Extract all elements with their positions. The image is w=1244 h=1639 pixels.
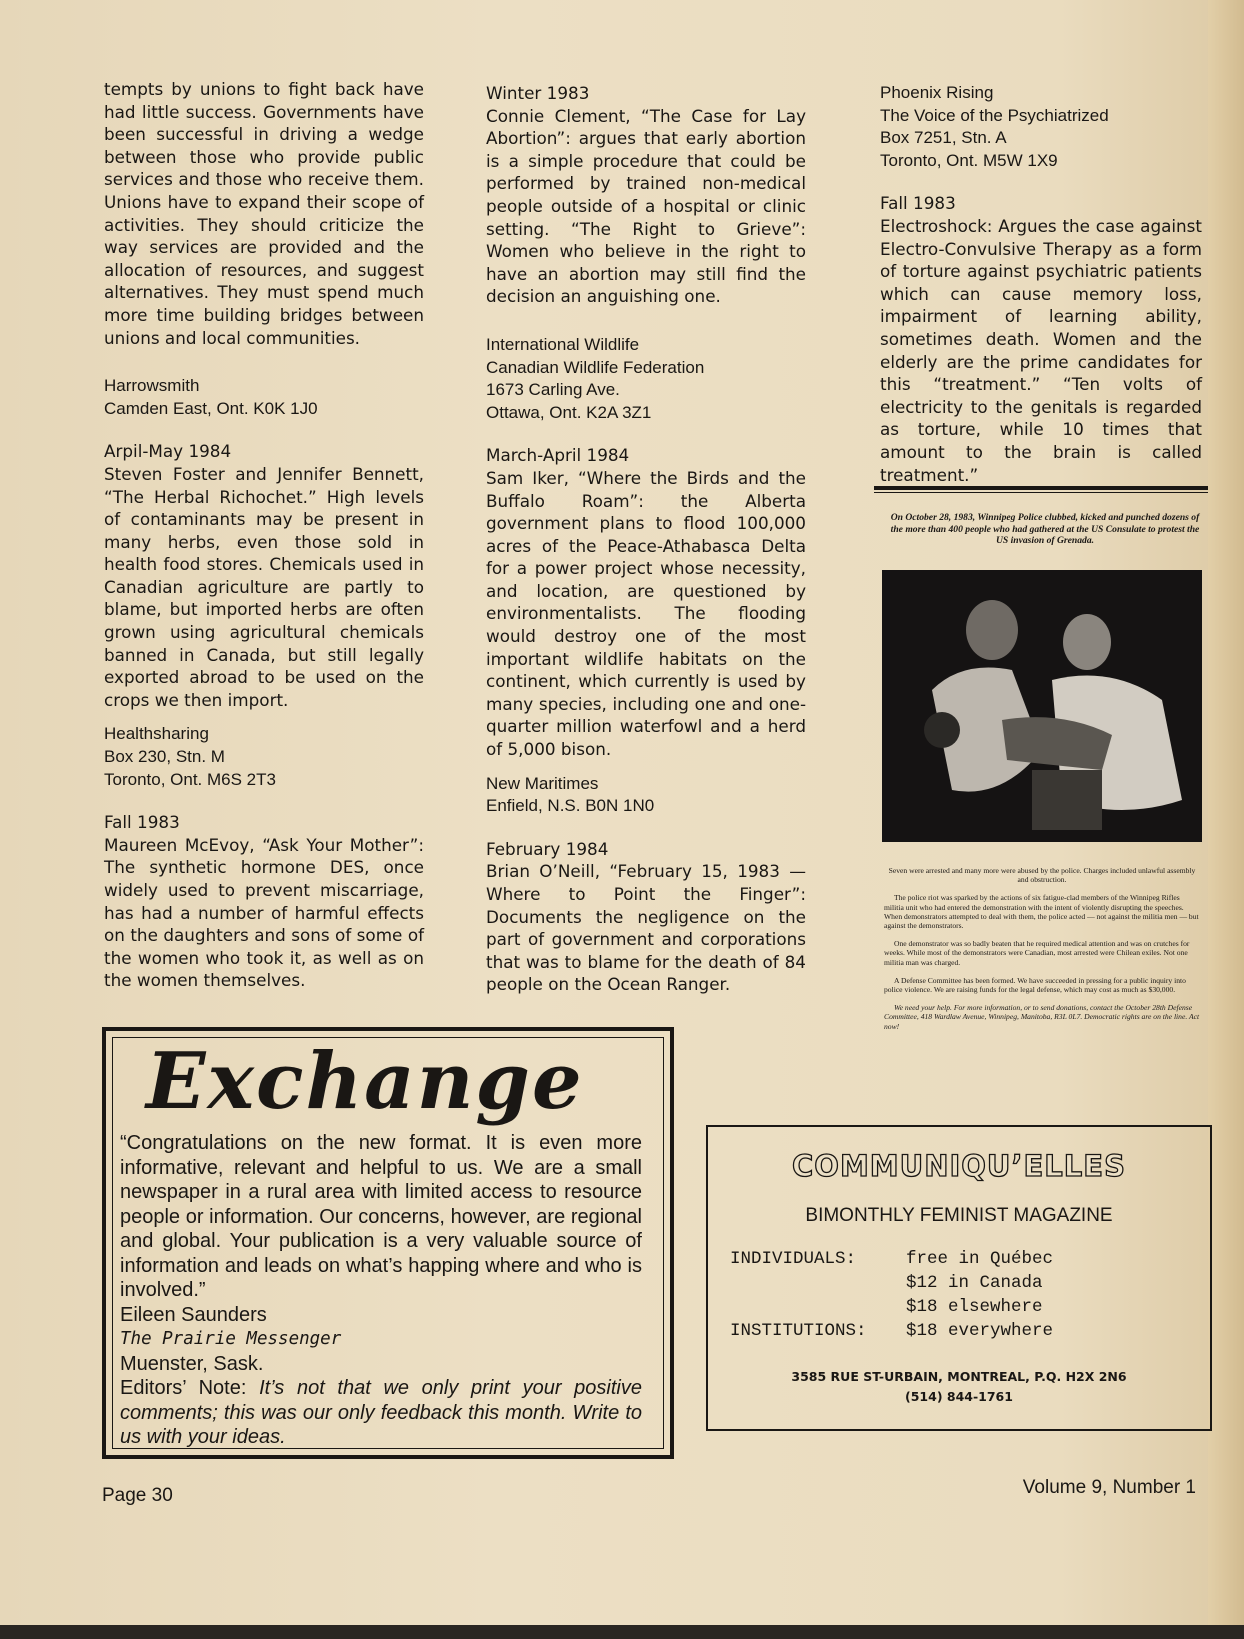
institutions-price: $18 everywhere <box>906 1321 1054 1341</box>
grenada-caption: On October 28, 1983, Winnipeg Police clubbed, kicked and punched dozens of the more than 400 people who had gathered at the US Consulate to protest the US invasion of Grenada. <box>890 512 1200 546</box>
protest-photo <box>882 570 1202 842</box>
harrowsmith-text: Steven Foster and Jennifer Bennett, “The Herbal Richochet.” High levels of contaminants may be present in many herbs, even those sold in health food stores. Chemicals used in Canadian agriculture are partly to blame, but imported herbs are often grown using agricultural chemicals banned in Canada, but still legally exported abroad to be used on the crops we then import. <box>104 463 424 710</box>
volume-number: Volume 9, Number 1 <box>1022 1477 1196 1498</box>
page-fold-shadow <box>1208 0 1244 1639</box>
section-divider <box>874 486 1208 490</box>
individuals-label: INDIVIDUALS: <box>730 1249 857 1269</box>
harrowsmith-address: Camden East, Ont. K0K 1J0 <box>104 398 318 418</box>
grenada-note-5: We need your help. For more information, or to send donations, contact the October 28th Defense Committee, 418 Wardlaw Avenue, Winnipeg, Manitoba, R3L 0L7. Democratic rights are on the line. Act now! <box>884 1003 1200 1031</box>
exchange-title: Exchange <box>146 1036 584 1127</box>
exchange-quote: “Congratulations on the new format. It is even more informative, relevant and helpful to us. We are a small newspaper in a rural area with limited access to resource people or information. Our concerns, however, are regional and global. Your publication is a very valuable source of information and leads on what’s happing where and who is involved.” <box>120 1132 642 1301</box>
intl-wildlife-street: 1673 Carling Ave. <box>486 380 620 400</box>
new-maritimes-text: Brian O’Neill, “February 15, 1983 — Where to Point the Finger”: Documents the negligence on the part of government and corporations that was to blame for the death of 84 people on the Ocean Ranger. <box>486 861 806 995</box>
section-divider-thin <box>874 492 1208 493</box>
healthsharing-box: Box 230, Stn. M <box>104 747 225 767</box>
exchange-place: Muenster, Sask. <box>120 1352 264 1375</box>
exchange-author: Eileen Saunders <box>120 1303 267 1326</box>
grenada-note-2: The police riot was sparked by the actions of six fatigue-clad members of the Winnipeg Rifles militia unit who had entered the demonstration with the intent of violently disrupting the speeches. When demonstrators attempted to deal with them, the police acted — not against the militia men — but against the demonstrators. <box>884 893 1199 931</box>
new-maritimes-date: February 1984 <box>486 838 609 859</box>
individuals-price-2: $12 in Canada <box>906 1273 1043 1293</box>
editors-note-text: It’s not that we only print your positive comments; this was our only feedback this month. Write to us with your ideas. <box>120 1377 642 1448</box>
communiquelles-phone: (514) 844-1761 <box>905 1389 1013 1404</box>
intl-wildlife-address: Ottawa, Ont. K2A 3Z1 <box>486 402 652 422</box>
phoenix-rising-subtitle: The Voice of the Psychiatrized <box>880 105 1109 125</box>
column-middle <box>486 82 806 996</box>
winter-date: Winter 1983 <box>486 83 590 103</box>
healthsharing-text: Maureen McEvoy, “Ask Your Mother”: The synthetic hormone DES, once widely used to prevent miscarriage, has had a number of harmful effects on the daughters and sons of some of the women who took it, as well as on the women themselves. <box>104 834 424 991</box>
editors-note <box>120 1376 642 1450</box>
winter-text: Connie Clement, “The Case for Lay Abortion”: argues that early abortion is a simple procedure that could be performed by trained non-medical people outside of a hospital or clinic setting. “The Right to Grieve”: Women who believe in the right to have an abortion may still find the decision an anguishing one. <box>486 105 806 307</box>
exchange-content <box>120 1131 642 1450</box>
grenada-note-1: Seven were arrested and many more were abused by the police. Charges included unlawful assembly and obstruction. <box>888 866 1196 885</box>
intl-wildlife-name: International Wildlife <box>486 334 640 354</box>
grenada-notes <box>884 866 1200 1040</box>
new-maritimes-name: New Maritimes <box>486 773 599 793</box>
intl-wildlife-date: March-April 1984 <box>486 445 630 466</box>
page-bottom-edge <box>0 1625 1244 1639</box>
healthsharing-date: Fall 1983 <box>104 812 180 833</box>
column-right <box>880 82 1202 486</box>
communiquelles-ad <box>706 1125 1212 1431</box>
communiquelles-subtitle: BIMONTHLY FEMINIST MAGAZINE <box>805 1205 1113 1226</box>
grenada-note-3: One demonstrator was so badly beaten that he required medical attention and was on crutches for weeks. While most of the demonstrators were Canadian, most arrested were Chilean exiles. Not one militia man was charged. <box>884 939 1190 967</box>
protest-photo-illustration <box>882 570 1202 842</box>
individuals-price-3: $18 elsewhere <box>906 1297 1043 1317</box>
harrowsmith-name: Harrowsmith <box>104 376 200 396</box>
phoenix-rising-text: Electroshock: Argues the case against Electro-Convulsive Therapy as a form of torture against psychiatric patients which can cause memory loss, impairment of learning ability, sometimes death. Women and the elderly are the prime candidates for this “treatment.” “Ten volts of electricity to the genitals is regarded as torture, while 10 times that amount to the brain is called treatment.” <box>880 215 1202 485</box>
intl-wildlife-org: Canadian Wildlife Federation <box>486 357 705 377</box>
page-number: Page 30 <box>102 1485 173 1506</box>
individuals-price-1: free in Québec <box>906 1249 1054 1269</box>
exchange-box <box>102 1027 674 1459</box>
phoenix-rising-box: Box 7251, Stn. A <box>880 128 1007 148</box>
communiquelles-logo: COMMUNIQU’ELLES <box>792 1149 1126 1183</box>
grenada-note-4: A Defense Committee has been formed. We have succeeded in pressing for a public inquiry into police violence. We are raising funds for the legal defense, which may cost as much as $30,000. <box>884 975 1186 995</box>
phoenix-rising-date: Fall 1983 <box>880 193 956 214</box>
new-maritimes-address: Enfield, N.S. B0N 1N0 <box>486 796 655 816</box>
phoenix-rising-address: Toronto, Ont. M5W 1X9 <box>880 150 1058 170</box>
institutions-label: INSTITUTIONS: <box>730 1321 867 1341</box>
exchange-paper: The Prairie Messenger <box>120 1329 342 1349</box>
communiquelles-address: 3585 RUE ST-URBAIN, MONTREAL, P.Q. H2X 2N6 <box>791 1369 1127 1384</box>
healthsharing-name: Healthsharing <box>104 724 209 744</box>
harrowsmith-date: Arpil-May 1984 <box>104 441 232 462</box>
healthsharing-address: Toronto, Ont. M6S 2T3 <box>104 769 276 789</box>
phoenix-rising-name: Phoenix Rising <box>880 83 994 102</box>
editors-note-label: Editors’ Note: <box>120 1377 247 1399</box>
unions-paragraph: tempts by unions to fight back have had little success. Governments have been successful in driving a wedge between those who provide public services and those who receive them. Unions have to expand their scope of activities. They should criticize the way services are provided and the allocation of resources, and suggest alternatives. They must spend much more time building bridges between unions and local communities. <box>104 79 424 348</box>
intl-wildlife-text: Sam Iker, “Where the Birds and the Buffalo Roam”: the Alberta government plans to flood 100,000 acres of the Peace-Athabasca Delta for a power project whose necessity, and location, are questioned by environmentalists. The flooding would destroy one of the most important wildlife habitats on the continent, which currently is used by many species, including one and one-quarter million waterfowl and a herd of 5,000 bison. <box>486 467 806 760</box>
column-left <box>104 78 424 992</box>
